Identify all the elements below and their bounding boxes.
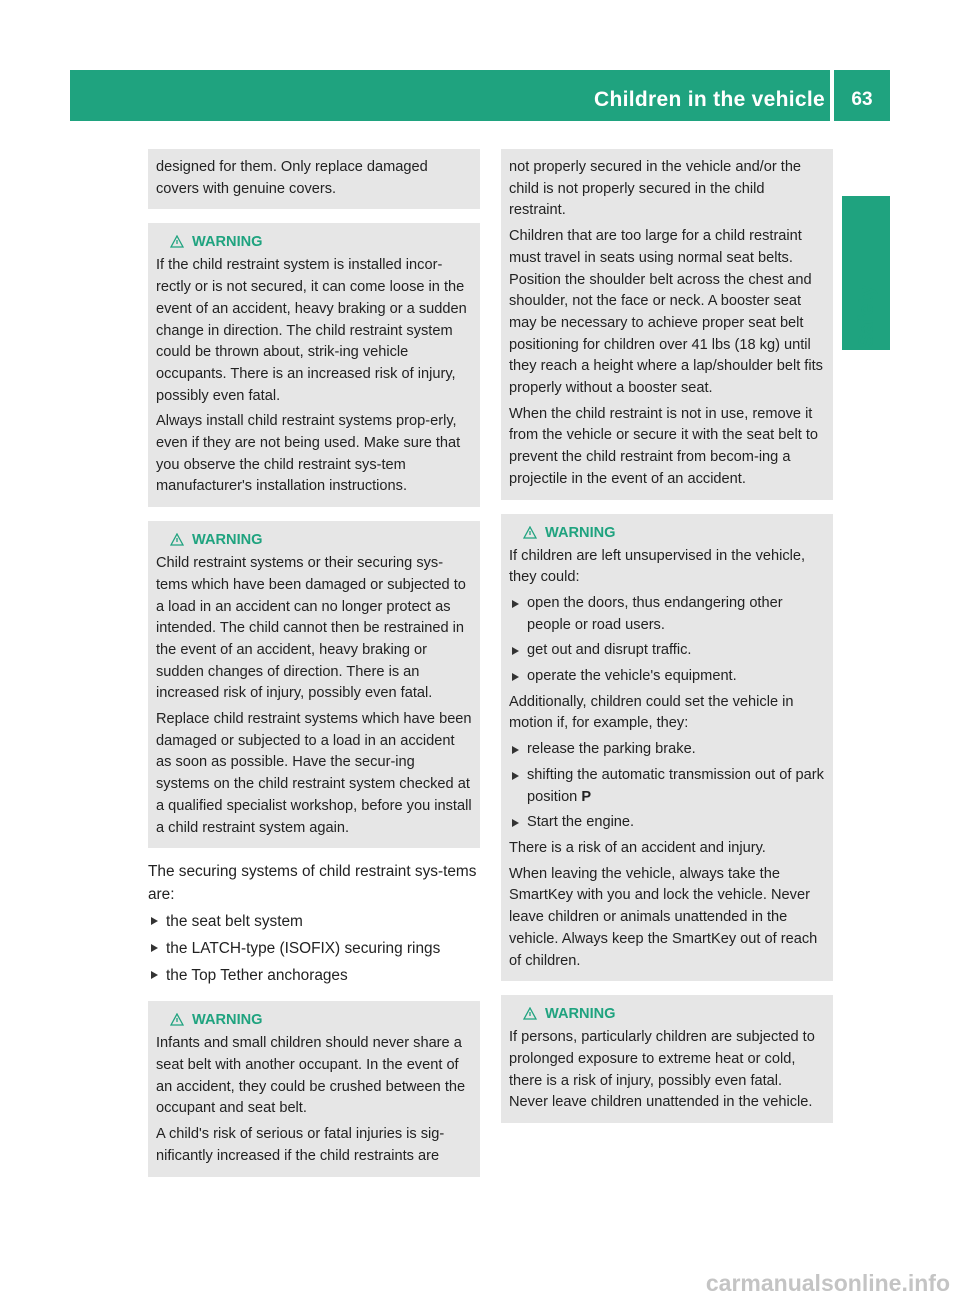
warning-triangle-icon (170, 235, 184, 248)
securing-systems-list (148, 910, 480, 987)
paragraph: A child's risk of serious or fatal injuries is sig-nificantly increased if the child restraints are (156, 1126, 445, 1164)
list-item: the LATCH-type (ISOFIX) securing rings (148, 937, 480, 960)
paragraph: Additionally, children could set the vehicle in motion if, for example, they: (509, 693, 794, 732)
paragraph: If persons, particularly children are subjected to prolonged exposure to extreme heat or cold, there is a risk of injury, possibly even fatal. Never leave children unattended in the vehicle. (509, 1029, 815, 1111)
warning-box (148, 521, 480, 848)
warning-heading: WARNING (156, 231, 472, 253)
warning-triangle-icon (170, 1013, 184, 1026)
paragraph: Always install child restraint systems prop-erly, even if they are not being used. Make sure that you observe the child restraint sys-tem manufacturer's installation instructions. (156, 413, 461, 495)
warning-box (501, 995, 833, 1123)
list-item: operate the vehicle's equipment. (509, 666, 825, 688)
list-item: release the parking brake. (509, 739, 825, 761)
paragraph: Infants and small children should never share a seat belt with another occupant. In the event of an accident, they could be crushed between the occupant and seat belt. (156, 1035, 466, 1117)
list-item: open the doors, thus endangering other people or road users. (509, 593, 825, 636)
paragraph: There is a risk of an accident and injury. (509, 839, 766, 856)
continued-warning-box (501, 149, 833, 500)
warning-box (501, 514, 833, 982)
warning-heading: WARNING (509, 522, 825, 544)
list-item: Start the engine. (509, 812, 825, 834)
right-column (501, 149, 833, 1123)
watermark: carmanualsonline.info (705, 1270, 950, 1296)
warning-triangle-icon (523, 526, 537, 539)
motion-risks-list (509, 739, 825, 834)
paragraph: Children that are too large for a child restraint must travel in seats using normal seat belts. Position the shoulder belt across the chest and shoulder, not the face or neck. A booster seat may be necessary to achieve proper seat belt positioning for children over 41 lbs (18 kg) until they reach a height where a lap/shoulder belt fits properly without a booster seat. (509, 228, 823, 397)
list-item: the Top Tether anchorages (148, 964, 480, 987)
paragraph: Child restraint systems or their securing sys-tems which have been damaged or subjected to a load in an accident can no longer protect as intended. The child cannot then be restrained in the event of an accident, heavy braking or sudden changes of direction. There is an increased risk of injury, possibly even fatal. (156, 555, 466, 702)
page-number: 63 (851, 89, 873, 110)
securing-systems-section (148, 860, 480, 987)
continued-note-box (148, 149, 480, 209)
warning-box (148, 1001, 480, 1176)
list-item: the seat belt system (148, 910, 480, 933)
page-header (70, 70, 890, 121)
warning-triangle-icon (170, 533, 184, 546)
park-position-symbol: P (581, 788, 592, 805)
warning-heading: WARNING (156, 529, 472, 551)
unsupervised-risks-list (509, 593, 825, 688)
warning-heading: WARNING (509, 1003, 825, 1025)
warning-heading: WARNING (156, 1009, 472, 1031)
paragraph: The securing systems of child restraint sys-tems are: (148, 863, 477, 904)
paragraph: not properly secured in the vehicle and/or the child is not properly secured in the child restraint. (509, 159, 802, 219)
paragraph: Replace child restraint systems which have been damaged or subjected to a load in an accident as soon as possible. Have the secur-ing systems on the child restraint system checked at a qualified specialist workshop, before you install a child restraint system again. (156, 711, 472, 836)
paragraph: When the child restraint is not in use, remove it from the vehicle or secure it with the seat belt to prevent the child restraint from becom-ing a projectile in the event of an accident. (509, 405, 819, 487)
list-item: get out and disrupt traffic. (509, 640, 825, 662)
paragraph: If children are left unsupervised in the vehicle, they could: (509, 547, 806, 586)
left-column (148, 149, 480, 1177)
paragraph: When leaving the vehicle, always take the SmartKey with you and lock the vehicle. Never leave children or animals unattended in the vehicle. Always keep the SmartKey out of reach of children. (509, 865, 818, 969)
section-label: Safety (855, 284, 878, 348)
paragraph: designed for them. Only replace damaged covers with genuine covers. (156, 159, 428, 197)
warning-triangle-icon (523, 1007, 537, 1020)
chapter-title: Children in the vehicle (594, 88, 825, 111)
paragraph: If the child restraint system is installed incor-rectly or is not secured, it can come loose in the event of an accident, heavy braking or a sudden change in direction. The child restraint system could be thrown about, strik-ing vehicle occupants. There is an increased risk of injury, possibly even fatal. (156, 257, 467, 404)
warning-box (148, 223, 480, 507)
list-item: shifting the automatic transmission out of park position P (509, 765, 825, 808)
